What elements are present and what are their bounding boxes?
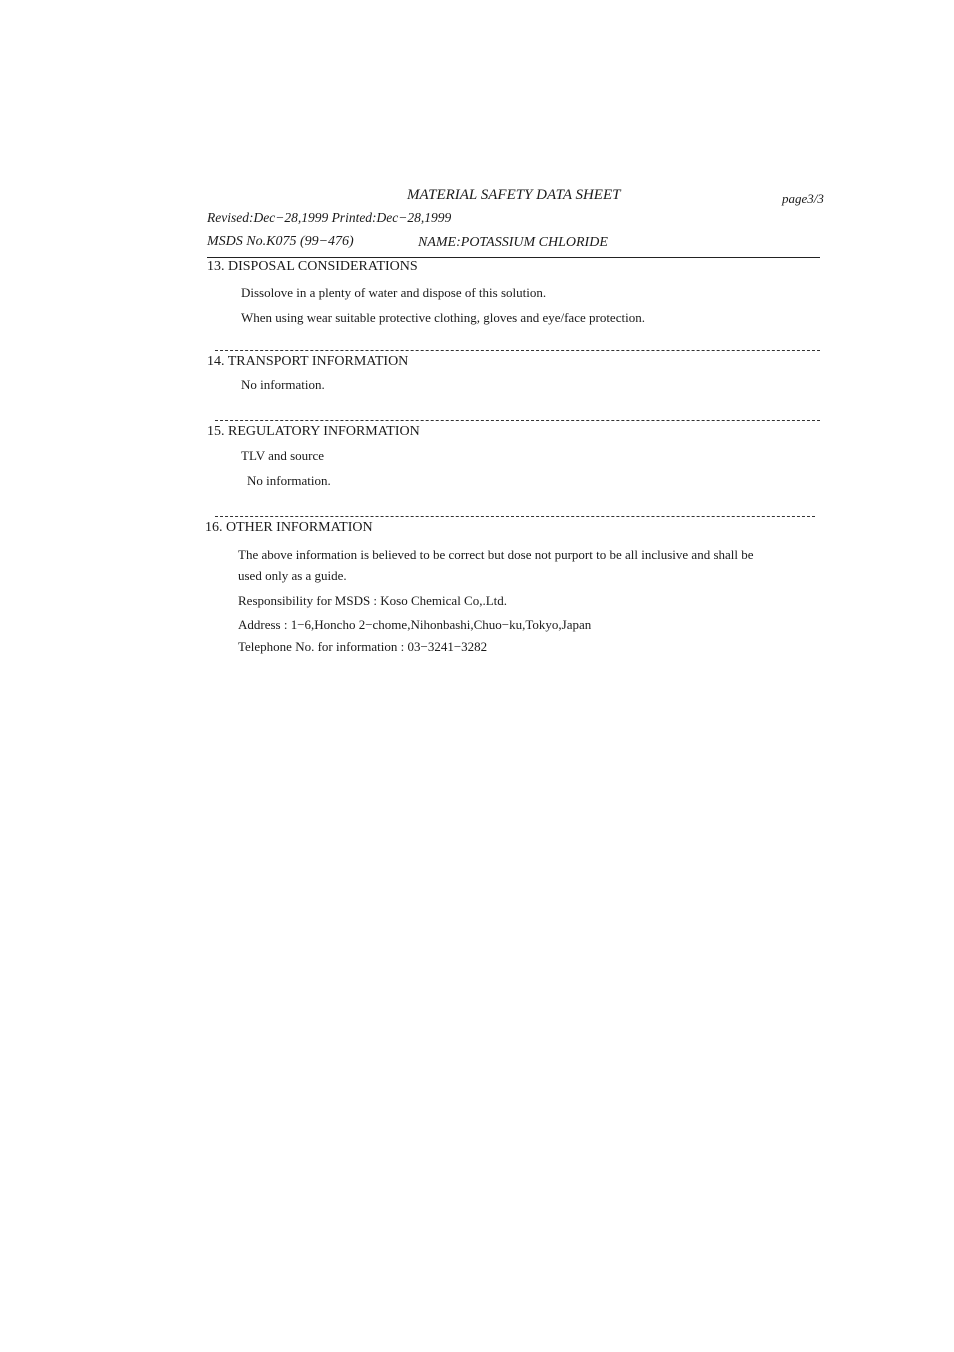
section-16-line-3: Responsibility for MSDS : Koso Chemical Co,.Ltd. <box>238 593 508 608</box>
section-13-line-2: When using wear suitable protective clothing, gloves and eye/face protection. <box>241 310 645 325</box>
page-number: page3/3 <box>782 191 824 206</box>
section-16-line-1: The above information is believed to be correct but dose not purport to be all inclusive and shall be <box>238 547 754 562</box>
section-14-line-1: No information. <box>241 377 325 392</box>
section-14-title: 14. TRANSPORT INFORMATION <box>207 354 409 369</box>
section-15-line-2: No information. <box>247 473 331 488</box>
msds-number: MSDS No.K075 (99−476) <box>207 234 354 249</box>
revision-dates: Revised:Dec−28,1999 Printed:Dec−28,1999 <box>207 210 452 225</box>
section-16-line-2: used only as a guide. <box>238 568 347 583</box>
section-divider <box>215 420 820 421</box>
section-13-title: 13. DISPOSAL CONSIDERATIONS <box>207 259 418 274</box>
product-name: NAME:POTASSIUM CHLORIDE <box>418 235 608 250</box>
section-16-line-4: Address : 1−6,Honcho 2−chome,Nihonbashi,Chuo−ku,Tokyo,Japan <box>238 617 592 632</box>
section-16-line-5: Telephone No. for information : 03−3241−3282 <box>238 639 488 654</box>
section-15-line-1: TLV and source <box>241 448 325 463</box>
section-divider <box>215 516 815 517</box>
section-15-title: 15. REGULATORY INFORMATION <box>207 424 420 439</box>
section-13-line-1: Dissolove in a plenty of water and dispose of this solution. <box>241 285 547 300</box>
section-16-title: 16. OTHER INFORMATION <box>205 520 373 535</box>
document-title: MATERIAL SAFETY DATA SHEET <box>407 187 621 203</box>
section-divider <box>215 350 820 351</box>
header-rule <box>207 257 820 258</box>
